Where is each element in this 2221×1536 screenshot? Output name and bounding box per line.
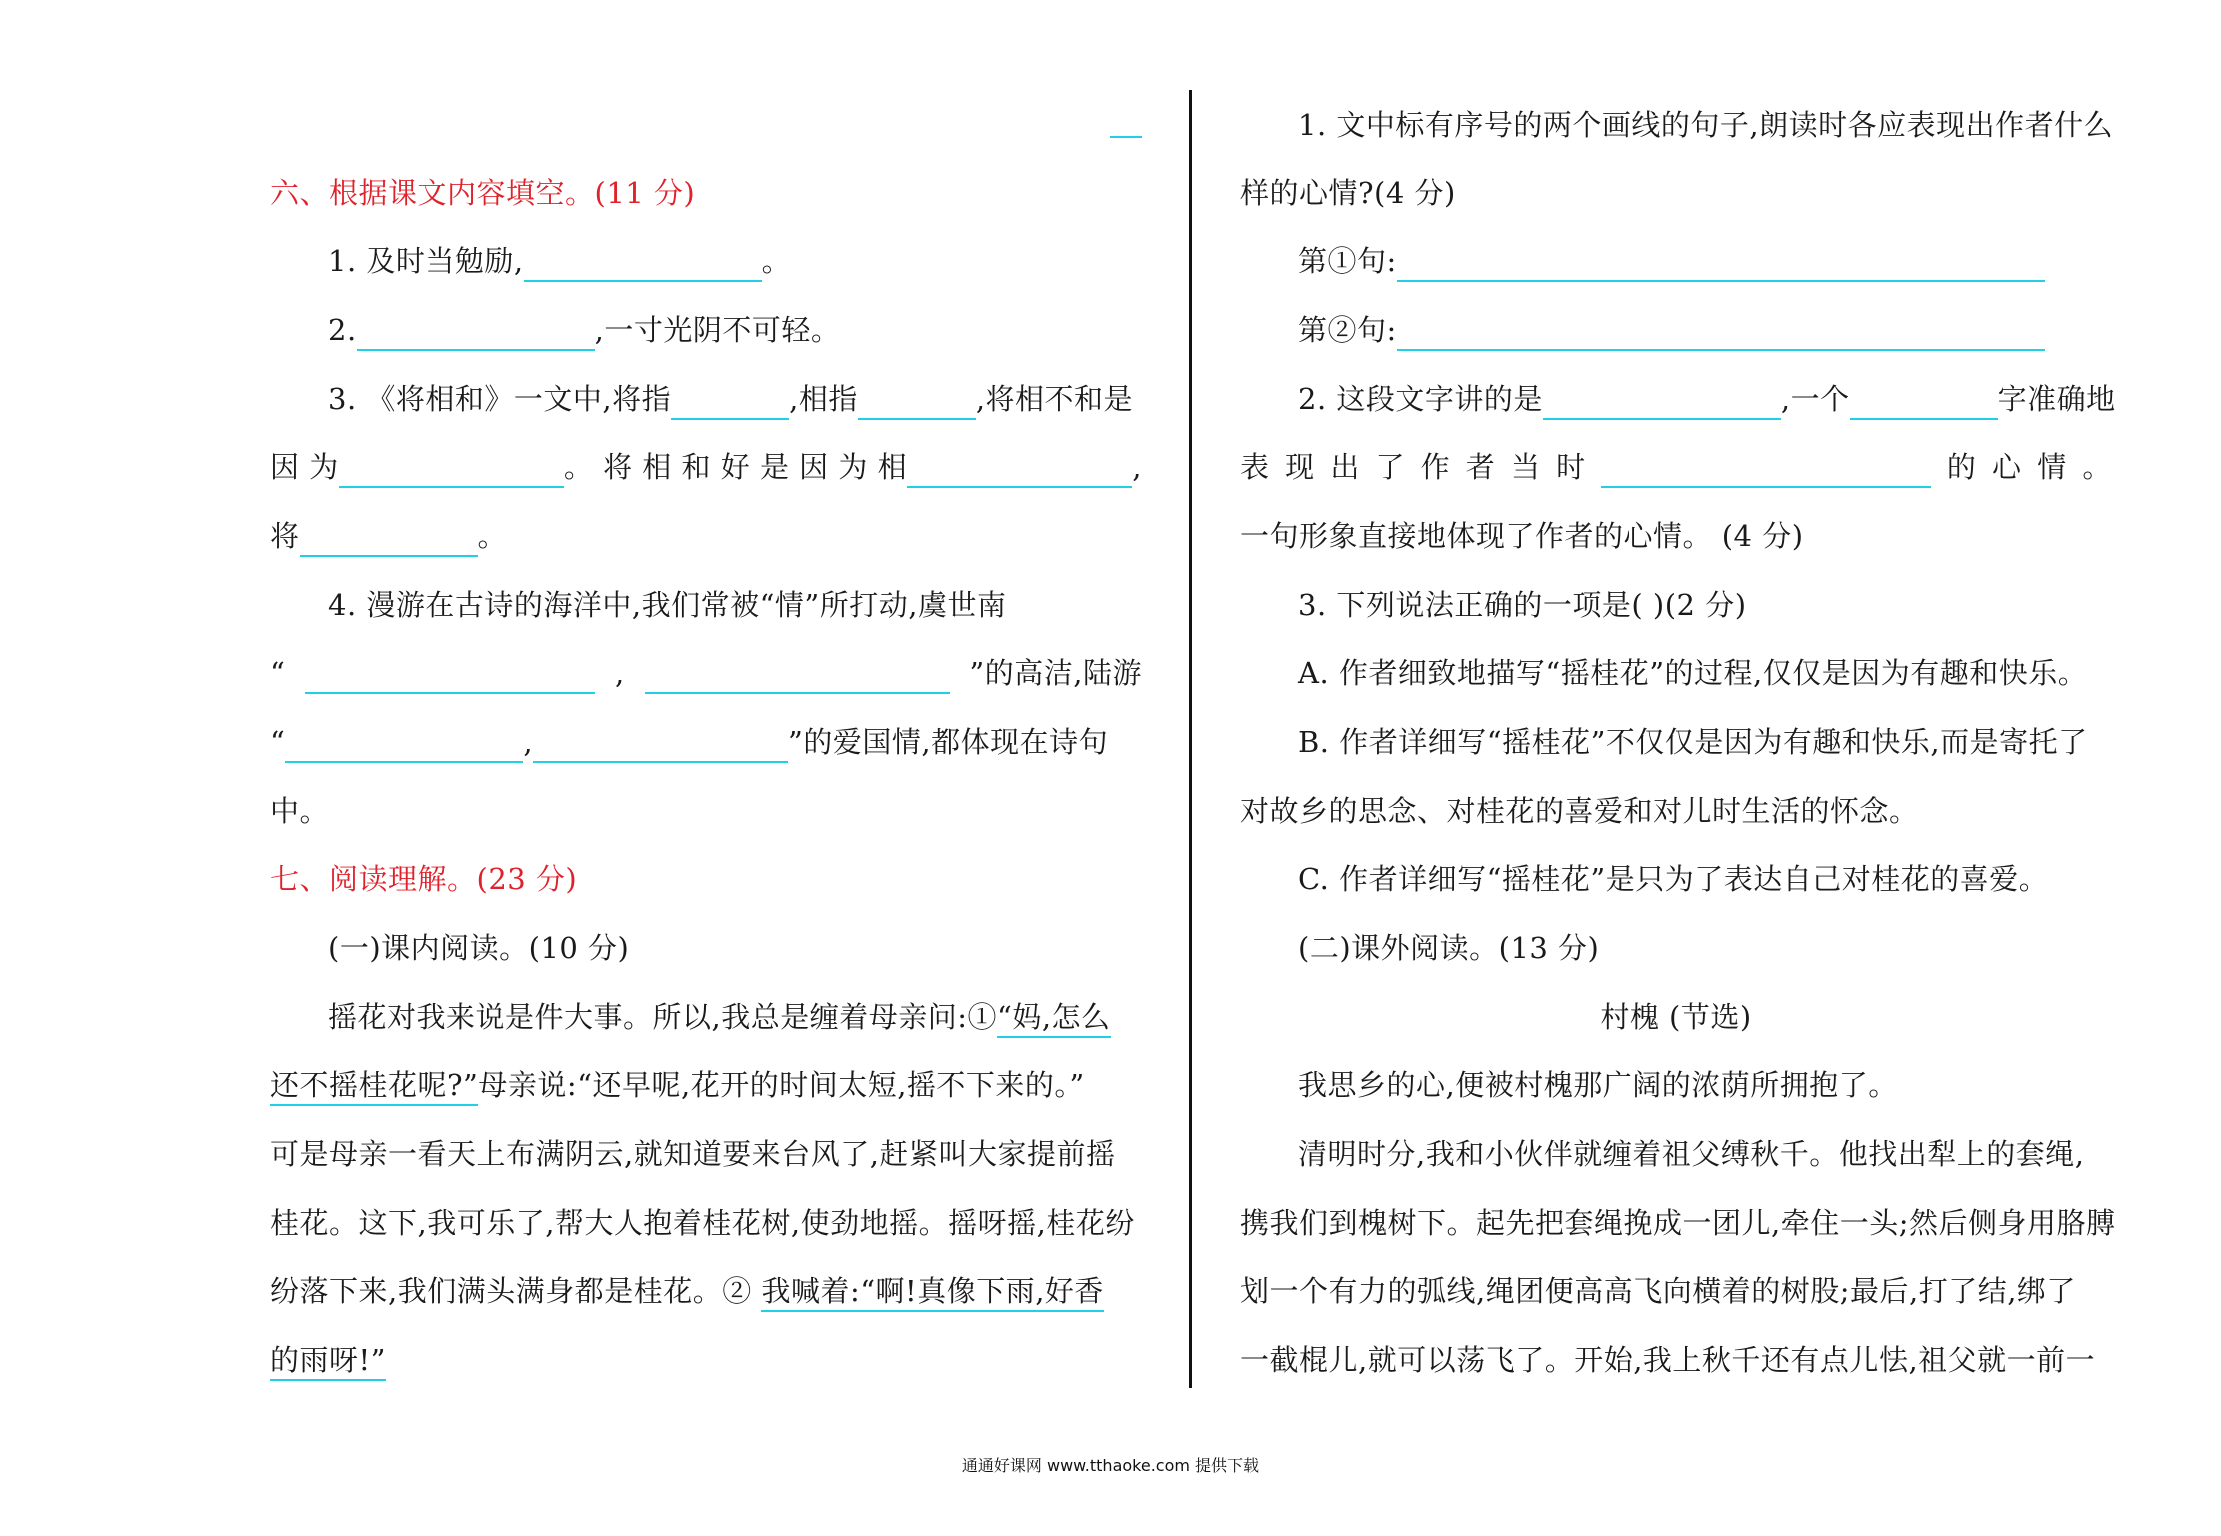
question-6-4-cont2: “ , ”的爱国情,都体现在诗句 bbox=[270, 721, 1108, 763]
passage-line: 桂花。这下,我可乐了,帮大人抱着桂花树,使劲地摇。摇呀摇,桂花纷 bbox=[270, 1206, 1135, 1240]
passage-line: 摇花对我来说是件大事。所以,我总是缠着母亲问:①“妈,怎么 bbox=[270, 996, 1111, 1038]
question-7-1-cont: 样的心情?(4 分) bbox=[1240, 176, 1456, 210]
answer-blank[interactable] bbox=[645, 662, 950, 694]
question-7-1: 1. 文中标有序号的两个画线的句子,朗读时各应表现出作者什么 bbox=[1298, 108, 2114, 142]
answer-blank[interactable] bbox=[1850, 388, 1998, 420]
underlined-sentence-1: “妈,怎么 bbox=[997, 1000, 1111, 1038]
answer-blank[interactable] bbox=[1601, 456, 1931, 488]
passage-line: 清明时分,我和小伙伴就缠着祖父缚秋千。他找出犁上的套绳, bbox=[1298, 1137, 2085, 1171]
answer-blank[interactable] bbox=[907, 456, 1132, 488]
answer-line-2: 第②句: bbox=[1240, 309, 2045, 351]
passage-title: 村槐 (节选) bbox=[1600, 1000, 1752, 1034]
answer-blank[interactable] bbox=[339, 456, 564, 488]
question-7-2: 2. 这段文字讲的是 ,一个 字准确地 bbox=[1240, 378, 2116, 420]
passage-line: 划一个有力的弧线,绳团便高高飞向横着的树股;最后,打了结,绑了 bbox=[1240, 1274, 2076, 1308]
passage-line: 携我们到槐树下。起先把套绳挽成一团儿,牵住一头;然后侧身用胳膊 bbox=[1240, 1206, 2116, 1240]
answer-blank[interactable] bbox=[533, 731, 788, 763]
subsection-2-heading: (二)课外阅读。(13 分) bbox=[1298, 931, 1600, 965]
question-6-4-end: 中。 bbox=[270, 794, 330, 828]
answer-blank[interactable] bbox=[1397, 319, 2045, 351]
question-6-1: 1. 及时当勉励, 。 bbox=[270, 240, 791, 282]
answer-blank-mark bbox=[1110, 136, 1142, 138]
passage-line: 一截棍儿,就可以荡飞了。开始,我上秋千还有点儿怯,祖父就一前一 bbox=[1240, 1343, 2096, 1377]
question-6-3-end: 将 。 bbox=[270, 515, 507, 557]
answer-blank[interactable] bbox=[305, 662, 595, 694]
answer-blank[interactable] bbox=[1397, 250, 2045, 282]
subsection-1-heading: (一)课内阅读。(10 分) bbox=[328, 931, 630, 965]
footer-source: 通通好课网 www.tthaoke.com 提供下载 bbox=[961, 1456, 1260, 1475]
answer-blank[interactable] bbox=[357, 319, 595, 351]
answer-blank[interactable] bbox=[300, 525, 478, 557]
question-6-3-cont: 因 为 。 将 相 和 好 是 因 为 相 , bbox=[270, 446, 1142, 488]
underlined-sentence-2: 的雨呀!” bbox=[270, 1343, 386, 1381]
answer-blank[interactable] bbox=[858, 388, 976, 420]
passage-line: 纷落下来,我们满头满身都是桂花。② 我喊着:“啊!真像下雨,好香 bbox=[270, 1270, 1104, 1312]
answer-blank[interactable] bbox=[285, 731, 523, 763]
option-c: C. 作者详细写“摇桂花”是只为了表达自己对桂花的喜爱。 bbox=[1298, 862, 2049, 896]
underlined-sentence-1: 还不摇桂花呢?” bbox=[270, 1068, 478, 1106]
answer-blank[interactable] bbox=[1543, 388, 1781, 420]
column-divider bbox=[1189, 90, 1192, 1388]
answer-blank[interactable] bbox=[524, 250, 762, 282]
question-6-3: 3. 《将相和》一文中,将指 ,相指 ,将相不和是 bbox=[270, 378, 1133, 420]
option-a: A. 作者细致地描写“摇桂花”的过程,仅仅是因为有趣和快乐。 bbox=[1298, 656, 2088, 690]
answer-blank[interactable] bbox=[671, 388, 789, 420]
question-6-4-cont: “ , ”的高洁,陆游 bbox=[270, 652, 1142, 694]
passage-line: 还不摇桂花呢?”母亲说:“还早呢,花开的时间太短,摇不下来的。” bbox=[270, 1064, 1085, 1106]
section-6-heading: 六、根据课文内容填空。(11 分) bbox=[270, 176, 696, 210]
option-b-cont: 对故乡的思念、对桂花的喜爱和对儿时生活的怀念。 bbox=[1240, 794, 1919, 828]
question-7-2-cont: 表 现 出 了 作 者 当 时 的 心 情 。 bbox=[1240, 446, 2112, 488]
question-7-2-end: 一句形象直接地体现了作者的心情。 (4 分) bbox=[1240, 519, 1804, 553]
passage-line: 我思乡的心,便被村槐那广阔的浓荫所拥抱了。 bbox=[1298, 1068, 1898, 1102]
passage-line bbox=[270, 1339, 386, 1381]
passage-line: 可是母亲一看天上布满阴云,就知道要来台风了,赶紧叫大家提前摇 bbox=[270, 1137, 1116, 1171]
question-6-2: 2. ,一寸光阴不可轻。 bbox=[270, 309, 840, 351]
underlined-sentence-2: 我喊着:“啊!真像下雨,好香 bbox=[761, 1274, 1103, 1312]
question-6-4: 4. 漫游在古诗的海洋中,我们常被“情”所打动,虞世南 bbox=[328, 588, 1007, 622]
question-7-3: 3. 下列说法正确的一项是( )(2 分) bbox=[1298, 588, 1747, 622]
option-b: B. 作者详细写“摇桂花”不仅仅是因为有趣和快乐,而是寄托了 bbox=[1298, 725, 2088, 759]
section-7-heading: 七、阅读理解。(23 分) bbox=[270, 862, 578, 896]
answer-line-1: 第①句: bbox=[1240, 240, 2045, 282]
